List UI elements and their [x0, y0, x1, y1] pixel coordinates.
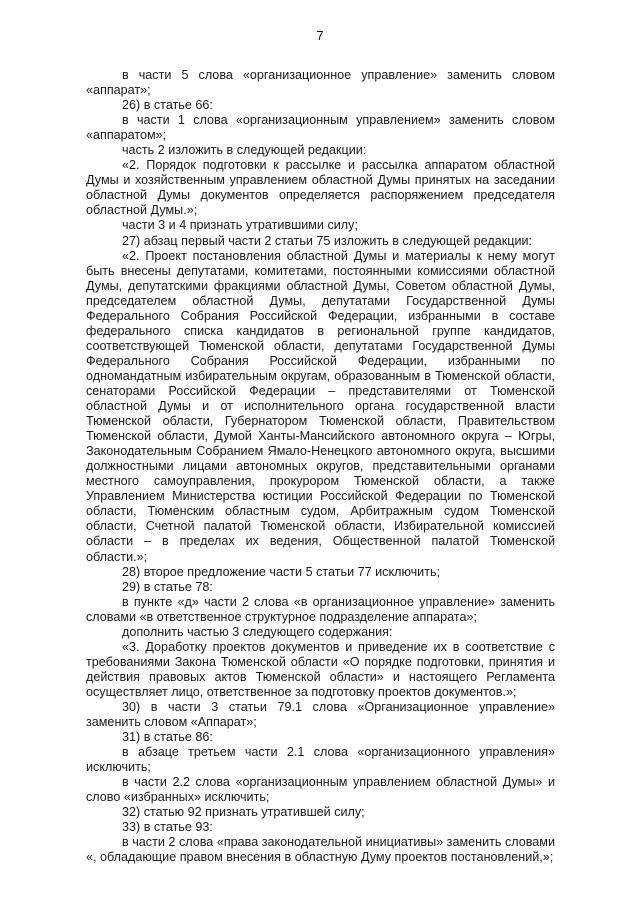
paragraph: в пункте «д» части 2 слова «в организационное управление» заменить словами «в ответственное структурное подразделение аппарата»; [86, 594, 555, 624]
paragraph: 26) в статье 66: [122, 98, 213, 113]
paragraph: 30) в части 3 статьи 79.1 слова «Организационное управление» заменить словом «Аппарат»; [86, 699, 555, 730]
paragraph: в части 5 слова «организационное управление» заменить словом «аппарат»; [86, 68, 555, 98]
paragraph: «3. Доработку проектов документов и приведение их в соответствие с требованиями Закона Тюменской области «О порядке подготовки, принятия и действия правовых актов Тюменской области» и настоящего Регламента осуществляет лицо, ответственное за подготовку проектов документов.»; [86, 639, 555, 699]
paragraph: в части 2.2 слова «организационным управлением областной Думы» и слово «избранных» исключить; [86, 775, 555, 805]
document-body [86, 68, 555, 865]
paragraph: 33) в статье 93: [122, 820, 213, 835]
paragraph: 28) второе предложение части 5 статьи 77 исключить; [122, 564, 441, 579]
page-number: 7 [316, 28, 324, 43]
paragraph: дополнить частью 3 следующего содержания: [122, 624, 393, 639]
paragraph: в части 2 слова «права законодательной инициативы» заменить словами «, обладающие правом внесения в областную Думу проектов постановлений,»; [86, 835, 555, 865]
paragraph: 29) в статье 78: [122, 579, 213, 594]
paragraph: в части 1 слова «организационным управлением» заменить словом «аппаратом»; [86, 113, 555, 143]
paragraph: часть 2 изложить в следующей редакции: [122, 143, 367, 158]
paragraph: части 3 и 4 признать утратившими силу; [122, 218, 358, 233]
paragraph: «2. Проект постановления областной Думы и материалы к нему могут быть внесены депутатами, комитетами, постоянными комиссиями областной Думы, депутатскими фракциями областной Думы, Советом областной Думы, председателем областной Думы, депутатами Государственной Думы Федерального Собрания Российской Федерации, избранными в составе федерального списка кандидатов в региональной группе кандидатов, соответствующей Тюменской области, депутатами Государственной Думы Федерального Собрания Российской Федерации, избранными по одномандатным избирательным округам, образованным в Тюменской области, сенаторами Российской Федерации – представителями от Тюменской областной Думы и от исполнительного органа государственной власти Тюменской области, Губернатором Тюменской области, Правительством Тюменской области, Думой Ханты-Мансийского автономного округа – Югры, Законодательным Собранием Ямало-Ненецкого автономного округа, высшими должностными лицами автономных округов, представительными органами местного самоуправления, прокурором Тюменской области, а также Управлением Министерства юстиции Российской Федерации по Тюменской области, Тюменским областным судом, Арбитражным судом Тюменской области, Счетной палатой Тюменской области, Избирательной комиссией области – в пределах их ведения, Общественной палатой Тюменской области.»; [86, 248, 555, 564]
paragraph: 27) абзац первый части 2 статьи 75 изложить в следующей редакции: [122, 233, 533, 248]
paragraph: в абзаце третьем части 2.1 слова «организационного управления» исключить; [86, 745, 555, 775]
paragraph: «2. Порядок подготовки к рассылке и рассылка аппаратом областной Думы и хозяйственным управлением областной Думы принятых на заседании областной Думы документов определяется распоряжением председателя областной Думы.»; [86, 158, 555, 218]
paragraph: 32) статью 92 признать утратившей силу; [122, 805, 365, 820]
paragraph: 31) в статье 86: [122, 730, 213, 745]
